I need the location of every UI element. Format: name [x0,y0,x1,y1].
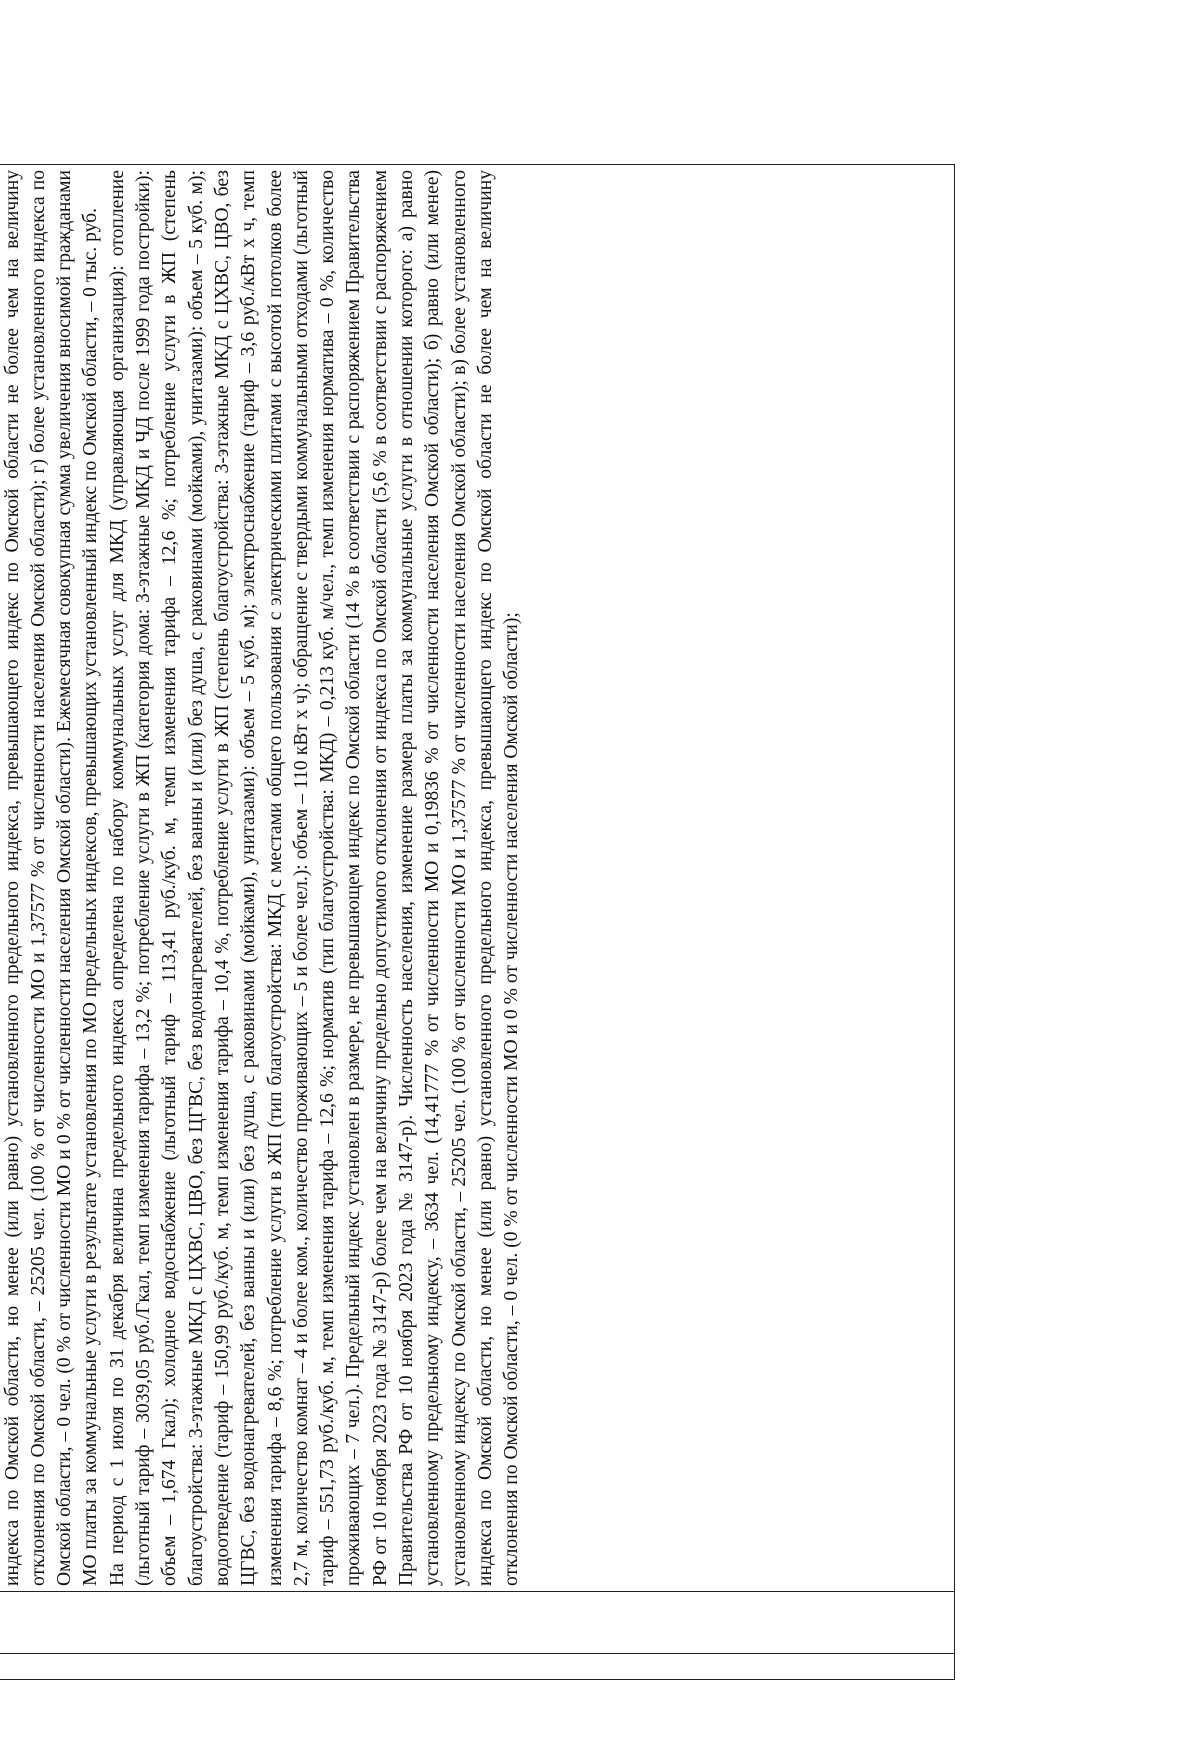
table-row [0,165,955,1680]
paragraph: На период с 1 июля по 31 декабря величина предельного индекса определена по набору коммунальных услуг для МКД (управляющая организация): отопление (льготный тариф – 3039,05 руб./Гкал, темп изменения тарифа – 13,2 %; потребление услуги в ЖП (категория дома: 3-этажные МКД и ЧД после 1999 года постройки): объем – 1,674 Гкал); холодное водоснабжение (льготный тариф – 113,41 руб./куб. м, темп изменения тарифа – 12,6 %; потребление услуги в ЖП (степень благоустройства: 3-этажные МКД с ЦХВС, ЦВО, без ЦГВС, без водонагревателей, без ванны и (или) без душа, с раковинами (мойками), унитазами): объем – 5 куб. м); водоотведение (тариф – 150,99 руб./куб. м, темп изменения тарифа – 10,4 %, потребление услуги в ЖП (степень благоустройства: 3-этажные МКД с ЦХВС, ЦВО, без ЦГВС, без водонагревателей, без ванны и (или) без душа, с раковинами (мойками), унитазами): объем – 5 куб. м); электроснабжение (тариф – 3,6 руб./кВт х ч, темп изменения тарифа – 8,6 %; потребление услуги в ЖП (тип благоустройства: МКД с местами общего пользования с электрическими плитами с высотой потолков более 2,7 м, количество комнат – 4 и более ком., количество проживающих – 5 и более чел.): объем – 110 кВт х ч); обращение с твердыми коммунальными отходами (льготный тариф – 551,73 руб./куб. м, темп изменения тарифа – 12,6 %; норматив (тип благоустройства: МКД) – 0,213 куб. м/чел., темп изменения норматива – 0 %, количество проживающих – 7 чел.). Предельный индекс установлен в размере, не превышающем индекс по Омской области (14 % в соответствии с распоряжением Правительства РФ от 10 ноября 2023 года № 3147-р) более чем на величину предельно допустимого отклонения от индекса по Омской области (5,6 % в соответствии с распоряжением Правительства РФ от 10 ноября 2023 года № 3147-р). Численность населения, изменение размера платы за коммунальные услуги в отношении которого: а) равно установленному предельному индексу, – 3634 чел. (14,41777 % от численности МО и 0,19836 % от численности населения Омской области); б) равно (или менее) установленному индексу по Омской области, – 25205 чел. (100 % от численности МО и 1,37577 % от численности населения Омской области); в) более установленного индекса по Омской области, но менее (или равно) установленного предельного индекса, превышающего индекс по Омской области не более чем на величину отклонения по Омской области, – 0 чел. (0 % от численности МО и 0 % от численности населения Омской области); [106,170,523,1586]
data-table [0,164,955,1680]
table-cell-col3 [0,165,955,1592]
rotated-page [0,165,950,1754]
table-cell-col2 [0,1592,955,1654]
table-cell-col1 [0,1654,955,1680]
paragraph: индекса по Омской области, но менее (или равно) установленного предельного индекса, превышающего индекс по Омской области не более чем на величину отклонения по Омской области, – 25205 чел. (100 % от численности МО и 1,37577 % от численности населения Омской области); г) более установленного индекса по Омской области, – 0 чел. (0 % от численности МО и 0 % от численности населения Омской области). Ежемесячная совокупная сумма увеличения вносимой гражданами МО платы за коммунальные услуги в результате установления по МО предельных индексов, превышающих установленный индекс по Омской области, – 0 тыс. руб. [1,170,102,1586]
